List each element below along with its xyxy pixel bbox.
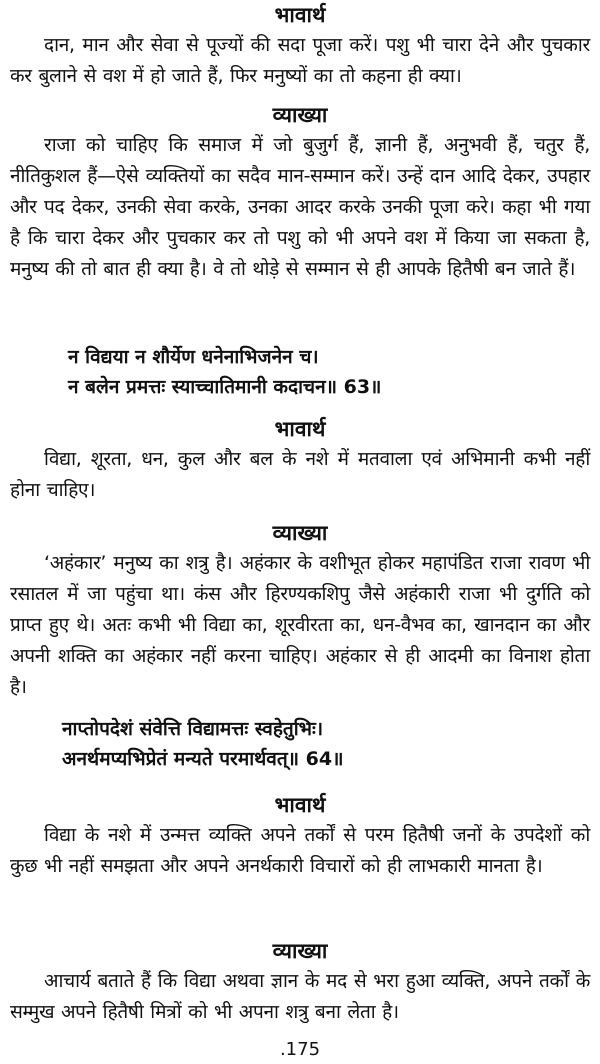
- verse-64: [10, 714, 590, 774]
- section-vyakhya-2: [10, 518, 590, 703]
- heading-bhavarth: भावार्थ: [274, 3, 326, 27]
- verse-line: नाप्तोपदेशं संवेत्ति विद्यामत्तः स्वहेतुभिः।: [62, 718, 324, 740]
- heading-bhavarth: भावार्थ: [274, 793, 326, 817]
- verse-63: [10, 342, 590, 402]
- paragraph-bhavarth: दान, मान और सेवा से पूज्यों की सदा पूजा करें। पशु भी चारा देने और पुचकार कर बुलाने से वश में हो जाते हैं, फिर मनुष्यों का तो कहना ही क्या।: [10, 34, 590, 87]
- section-vyakhya-3: [10, 936, 590, 1028]
- paragraph-bhavarth: विद्या के नशे में उन्मत्त व्यक्ति अपने तर्कों से परम हितैषी जनों के उपदेशों को कुछ भी नहीं समझता और अपने अनर्थकारी विचारों को ही लाभकारी मानता है।: [10, 824, 590, 877]
- verse-line: न बलेन प्रमत्तः स्याच्चातिमानी कदाचन॥ 63॥: [68, 376, 382, 398]
- paragraph-vyakhya: ‘अहंकार’ मनुष्य का शत्रु है। अहंकार के वशीभूत होकर महापंडित राजा रावण भी रसातल में जा पहुंचा था। कंस और हिरण्यकशिपु जैसे अहंकारी राजा भी दुर्गति को प्राप्त हुए थे। अतः कभी भी विद्या का, शूरवीरता का, धन-वैभव का, खानदान का और अपनी शक्ति का अहंकार नहीं करना चाहिए। अहंकार से ही आदमी का विनाश होता है।: [10, 552, 590, 698]
- heading-vyakhya: व्याख्या: [272, 939, 328, 963]
- heading-vyakhya: व्याख्या: [272, 521, 328, 545]
- verse-line: अनर्थमप्यभिप्रेतं मन्यते परमार्थवत्॥ 64॥: [62, 748, 344, 770]
- paragraph-bhavarth: विद्या, शूरता, धन, कुल और बल के नशे में मतवाला एवं अभिमानी कभी नहीं होना चाहिए।: [10, 448, 590, 501]
- section-vyakhya-1: [10, 100, 590, 285]
- section-bhavarth-2: [10, 414, 590, 506]
- verse-line: न विद्यया न शौर्येण धनेनाभिजनेन च।: [68, 346, 319, 368]
- section-bhavarth-1: [10, 0, 590, 92]
- paragraph-vyakhya: राजा को चाहिए कि समाज में जो बुजुर्ग हैं, ज्ञानी हैं, अनुभवी हैं, चतुर हैं, नीतिकुशल हैं—ऐसे व्यक्तियों का सदैव मान-सम्मान करें। उन्हें दान आदि देकर, उपहार और पद देकर, उनकी सेवा करके, उनका आदर करके उनकी पूजा करे। कहा भी गया है कि चारा देकर और पुचकार कर तो पशु को भी अपने वश में किया जा सकता है, मनुष्य की तो बात ही क्या है। वे तो थोड़े से सम्मान से ही आपके हितैषी बन जाते हैं।: [10, 134, 590, 280]
- page-number: .175: [279, 1039, 321, 1060]
- heading-bhavarth: भावार्थ: [274, 417, 326, 441]
- heading-vyakhya: व्याख्या: [272, 103, 328, 127]
- section-bhavarth-3: [10, 790, 590, 882]
- paragraph-vyakhya: आचार्य बताते हैं कि विद्या अथवा ज्ञान के मद से भरा हुआ व्यक्ति, अपने तर्कों के सम्मुख अपने हितैषी मित्रों को भी अपना शत्रु बना लेता है।: [10, 970, 590, 1023]
